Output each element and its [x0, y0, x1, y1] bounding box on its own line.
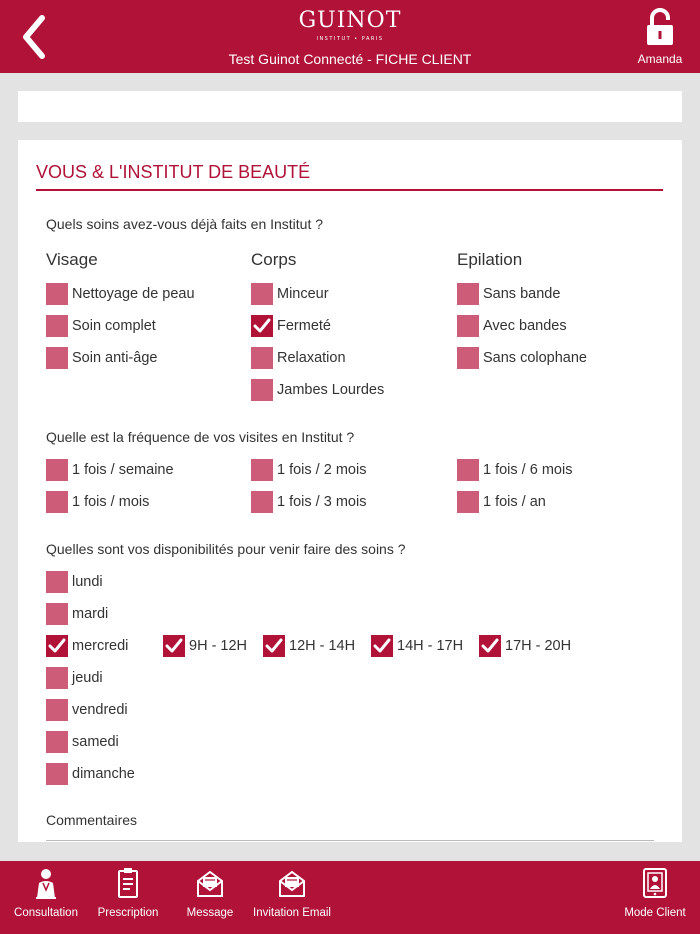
checkbox-option[interactable] — [251, 347, 346, 369]
checkbox-label: 17H - 20H — [505, 638, 572, 654]
prescription-icon — [114, 867, 142, 899]
unlock-icon — [620, 6, 700, 48]
nav-label: Invitation Email — [253, 907, 331, 919]
checkbox-label: jeudi — [72, 670, 103, 686]
checkbox-option[interactable] — [46, 347, 157, 369]
checkmark-icon — [165, 637, 183, 655]
checkbox[interactable] — [46, 283, 68, 305]
checkbox-label: 1 fois / 2 mois — [277, 462, 367, 478]
checkbox-option[interactable] — [163, 635, 247, 657]
checkbox-option[interactable] — [46, 667, 103, 689]
checkbox[interactable] — [251, 283, 273, 305]
consultation-icon — [32, 867, 60, 899]
checkbox-option[interactable] — [46, 603, 108, 625]
checkbox-option[interactable] — [251, 459, 366, 481]
checkbox-option[interactable] — [46, 731, 119, 753]
checkbox[interactable] — [46, 731, 68, 753]
checkbox[interactable] — [457, 491, 479, 513]
checkbox[interactable] — [46, 491, 68, 513]
checkbox-option[interactable] — [251, 379, 384, 401]
checkbox-option[interactable] — [457, 347, 587, 369]
checkbox-option[interactable] — [46, 459, 174, 481]
checkbox-option[interactable] — [46, 491, 149, 513]
checkbox[interactable] — [263, 635, 285, 657]
checkbox-option[interactable] — [457, 491, 546, 513]
nav-label: Prescription — [97, 907, 159, 919]
checkbox[interactable] — [46, 459, 68, 481]
checkbox-option[interactable] — [457, 315, 567, 337]
checkbox-option[interactable] — [46, 315, 156, 337]
checkmark-icon — [373, 637, 391, 655]
comments-label: Commentaires — [46, 812, 138, 828]
checkbox-label: Avec bandes — [483, 318, 567, 334]
checkbox-label: Nettoyage de peau — [72, 286, 195, 302]
section-title: VOUS & L'INSTITUT DE BEAUTÉ — [36, 162, 311, 182]
page-title: Test Guinot Connecté - FICHE CLIENT — [228, 51, 472, 67]
mode-client-icon — [641, 867, 669, 899]
checkbox-option[interactable] — [46, 763, 135, 785]
nav-prescription[interactable] — [90, 861, 166, 934]
checkbox-label: 1 fois / an — [483, 494, 546, 510]
checkbox[interactable] — [251, 491, 273, 513]
nav-label: Consultation — [14, 907, 78, 919]
checkbox[interactable] — [46, 667, 68, 689]
invitation-email-icon — [278, 867, 306, 899]
nav-label: Message — [186, 907, 234, 919]
empty-panel — [18, 91, 682, 122]
bottom-nav — [0, 861, 700, 934]
checkbox[interactable] — [251, 459, 273, 481]
checkmark-icon — [265, 637, 283, 655]
checkbox-label: 1 fois / mois — [72, 494, 150, 510]
checkbox-option[interactable] — [457, 459, 572, 481]
checkbox-label: Relaxation — [277, 350, 346, 366]
checkmark-icon — [253, 317, 271, 335]
checkbox-label: mercredi — [72, 638, 129, 654]
checkbox-label: 14H - 17H — [397, 638, 464, 654]
checkbox-label: Fermeté — [277, 318, 331, 334]
checkbox-option[interactable] — [251, 315, 331, 337]
question-frequency: Quelle est la fréquence de vos visites en Institut ? — [46, 429, 355, 445]
section-divider — [36, 189, 663, 191]
checkbox-option[interactable] — [46, 283, 195, 305]
checkbox-label: 1 fois / 3 mois — [277, 494, 367, 510]
checkbox-option[interactable] — [371, 635, 463, 657]
question-availability: Quelles sont vos disponibilités pour venir faire des soins ? — [46, 541, 406, 557]
checkbox[interactable] — [46, 571, 68, 593]
checkbox-label: Soin anti-âge — [72, 350, 158, 366]
column-heading-corps: Corps — [251, 250, 297, 269]
checkbox-label: 1 fois / semaine — [72, 462, 174, 478]
checkbox[interactable] — [46, 699, 68, 721]
nav-message[interactable] — [172, 861, 248, 934]
checkbox[interactable] — [46, 635, 68, 657]
user-lock-button[interactable] — [620, 6, 700, 70]
checkbox[interactable] — [457, 283, 479, 305]
checkbox-label: lundi — [72, 574, 103, 590]
guinot-logo: GUINOT — [298, 8, 402, 33]
checkbox-label: 1 fois / 6 mois — [483, 462, 573, 478]
checkbox-label: Soin complet — [72, 318, 156, 334]
checkbox[interactable] — [251, 347, 273, 369]
user-name: Amanda — [637, 52, 683, 66]
checkbox[interactable] — [371, 635, 393, 657]
checkbox[interactable] — [46, 763, 68, 785]
checkbox[interactable] — [457, 315, 479, 337]
checkbox[interactable] — [457, 347, 479, 369]
top-bar — [0, 0, 700, 73]
checkbox-option[interactable] — [263, 635, 355, 657]
checkbox-option[interactable] — [479, 635, 571, 657]
checkbox[interactable] — [46, 603, 68, 625]
checkbox-label: 9H - 12H — [189, 638, 248, 654]
checkbox-option[interactable] — [251, 283, 329, 305]
checkbox[interactable] — [46, 315, 68, 337]
checkbox-label: Jambes Lourdes — [277, 382, 385, 398]
checkbox[interactable] — [163, 635, 185, 657]
checkbox-label: Sans bande — [483, 286, 561, 302]
checkbox-label: Minceur — [277, 286, 329, 302]
column-heading-visage: Visage — [46, 250, 98, 269]
checkbox-label: samedi — [72, 734, 119, 750]
checkbox[interactable] — [479, 635, 501, 657]
comments-field[interactable] — [46, 840, 654, 841]
checkmark-icon — [481, 637, 499, 655]
nav-invitation-email[interactable] — [250, 861, 334, 934]
checkbox-option[interactable] — [457, 283, 560, 305]
logo-subtitle: INSTITUT • PARIS — [316, 36, 384, 42]
column-heading-epilation: Epilation — [457, 250, 523, 269]
nav-consultation[interactable] — [4, 861, 88, 934]
checkmark-icon — [48, 637, 66, 655]
nav-mode-client[interactable] — [616, 861, 694, 934]
checkbox-label: dimanche — [72, 766, 135, 782]
checkbox-label: vendredi — [72, 702, 128, 718]
checkbox-option[interactable] — [46, 571, 103, 593]
checkbox[interactable] — [251, 379, 273, 401]
message-icon — [196, 867, 224, 899]
checkbox-label: 12H - 14H — [289, 638, 356, 654]
question-treatments: Quels soins avez-vous déjà faits en Institut ? — [46, 216, 324, 232]
checkbox-option[interactable] — [46, 699, 128, 721]
checkbox-label: Sans colophane — [483, 350, 587, 366]
checkbox-option[interactable] — [251, 491, 366, 513]
checkbox-option[interactable] — [46, 635, 128, 657]
checkbox[interactable] — [251, 315, 273, 337]
nav-label: Mode Client — [624, 907, 686, 919]
checkbox-label: mardi — [72, 606, 109, 622]
checkbox[interactable] — [46, 347, 68, 369]
form-card — [18, 140, 682, 842]
checkbox[interactable] — [457, 459, 479, 481]
